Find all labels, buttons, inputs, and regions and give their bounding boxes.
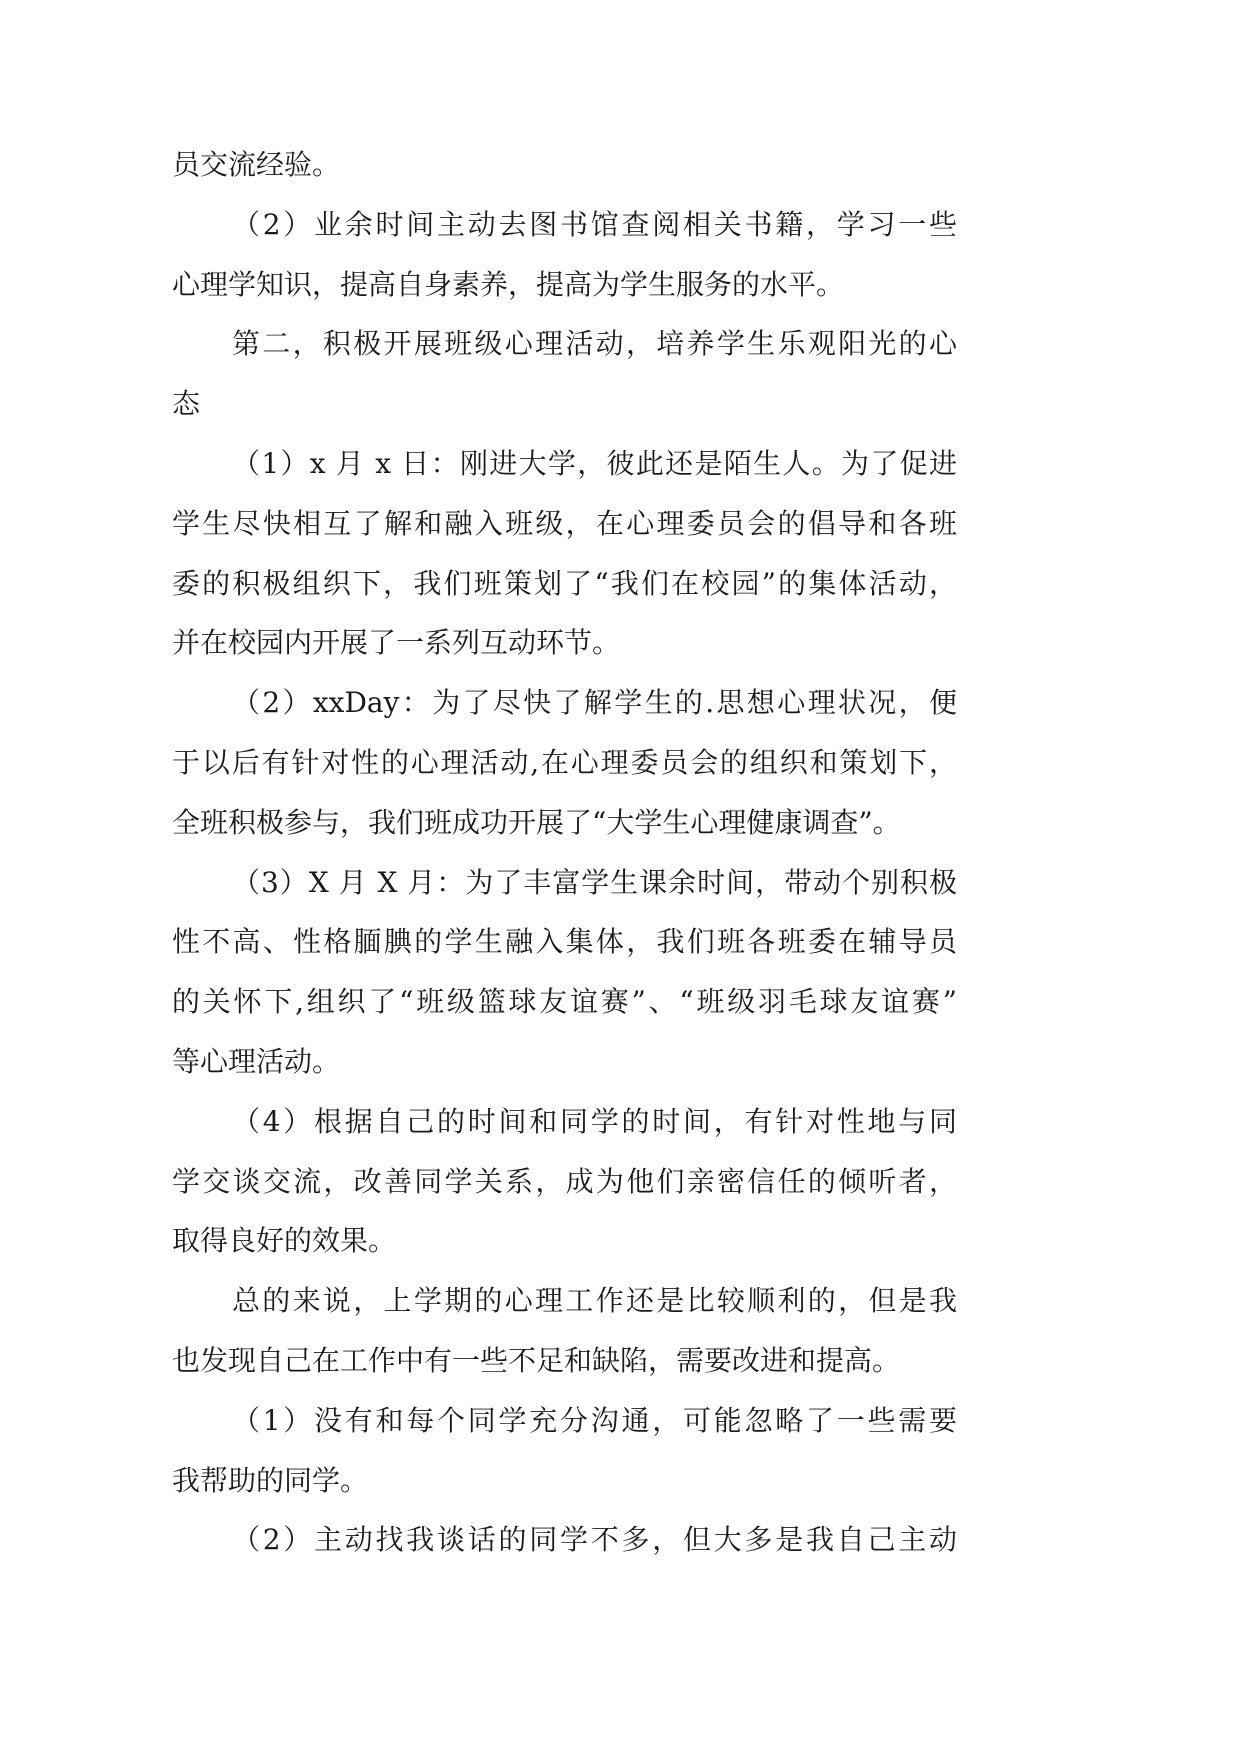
text-line: （4）根据自己的时间和同学的时间，有针对性地与同 bbox=[232, 1104, 957, 1138]
text-line: 性不高、性格腼腆的学生融入集体，我们班各班委在辅导员 bbox=[172, 925, 957, 959]
paragraph bbox=[172, 1391, 957, 1511]
text-line: 并在校园内开展了一系列互动环节。 bbox=[172, 626, 621, 660]
text-line: （1）没有和每个同学充分沟通，可能忽略了一些需要 bbox=[232, 1403, 957, 1437]
paragraph bbox=[172, 1510, 957, 1570]
text-line: 全班积极参与，我们班成功开展了“大学生心理健康调查”。 bbox=[172, 805, 901, 839]
text-line: （2）主动找我谈话的同学不多，但大多是我自己主动 bbox=[232, 1523, 957, 1557]
text-line: 委的积极组织下，我们班策划了“我们在校园”的集体活动， bbox=[172, 566, 957, 600]
paragraph bbox=[172, 135, 957, 195]
text-line: 学生尽快相互了解和融入班级，在心理委员会的倡导和各班 bbox=[172, 506, 957, 540]
text-line: 员交流经验。 bbox=[172, 148, 341, 181]
text-line: 学交谈交流，改善同学关系，成为他们亲密信任的倾听者， bbox=[172, 1164, 957, 1198]
text-line: （2）业余时间主动去图书馆查阅相关书籍，学习一些 bbox=[232, 207, 957, 241]
paragraph bbox=[172, 434, 957, 673]
text-line: 等心理活动。 bbox=[172, 1044, 341, 1078]
text-line: 心理学知识，提高自身素养，提高为学生服务的水平。 bbox=[172, 267, 845, 301]
paragraph bbox=[172, 1271, 957, 1391]
paragraph bbox=[172, 195, 957, 315]
text-line: 也发现自己在工作中有一些不足和缺陷，需要改进和提高。 bbox=[172, 1343, 901, 1377]
text-line: （1）x 月 x 日：刚进大学，彼此还是陌生人。为了促进 bbox=[232, 446, 957, 480]
paragraph bbox=[172, 314, 957, 434]
text-line: 第二，积极开展班级心理活动，培养学生乐观阳光的心 bbox=[232, 327, 957, 361]
paragraph bbox=[172, 1092, 957, 1271]
text-line: 于以后有针对性的心理活动,在心理委员会的组织和策划下， bbox=[172, 745, 957, 779]
paragraph bbox=[172, 853, 957, 1092]
text-line: （2）xxDay：为了尽快了解学生的.思想心理状况，便 bbox=[232, 686, 957, 720]
text-line: （3）X 月 X 月：为了丰富学生课余时间，带动个别积极 bbox=[232, 865, 957, 899]
text-line: 总的来说，上学期的心理工作还是比较顺利的，但是我 bbox=[232, 1284, 957, 1318]
document-page bbox=[172, 135, 957, 1570]
text-line: 取得良好的效果。 bbox=[172, 1224, 397, 1258]
paragraph bbox=[172, 673, 957, 852]
text-line: 我帮助的同学。 bbox=[172, 1463, 369, 1497]
text-line: 的关怀下,组织了“班级篮球友谊赛”、“班级羽毛球友谊赛” bbox=[172, 985, 957, 1019]
text-line: 态 bbox=[172, 387, 201, 421]
